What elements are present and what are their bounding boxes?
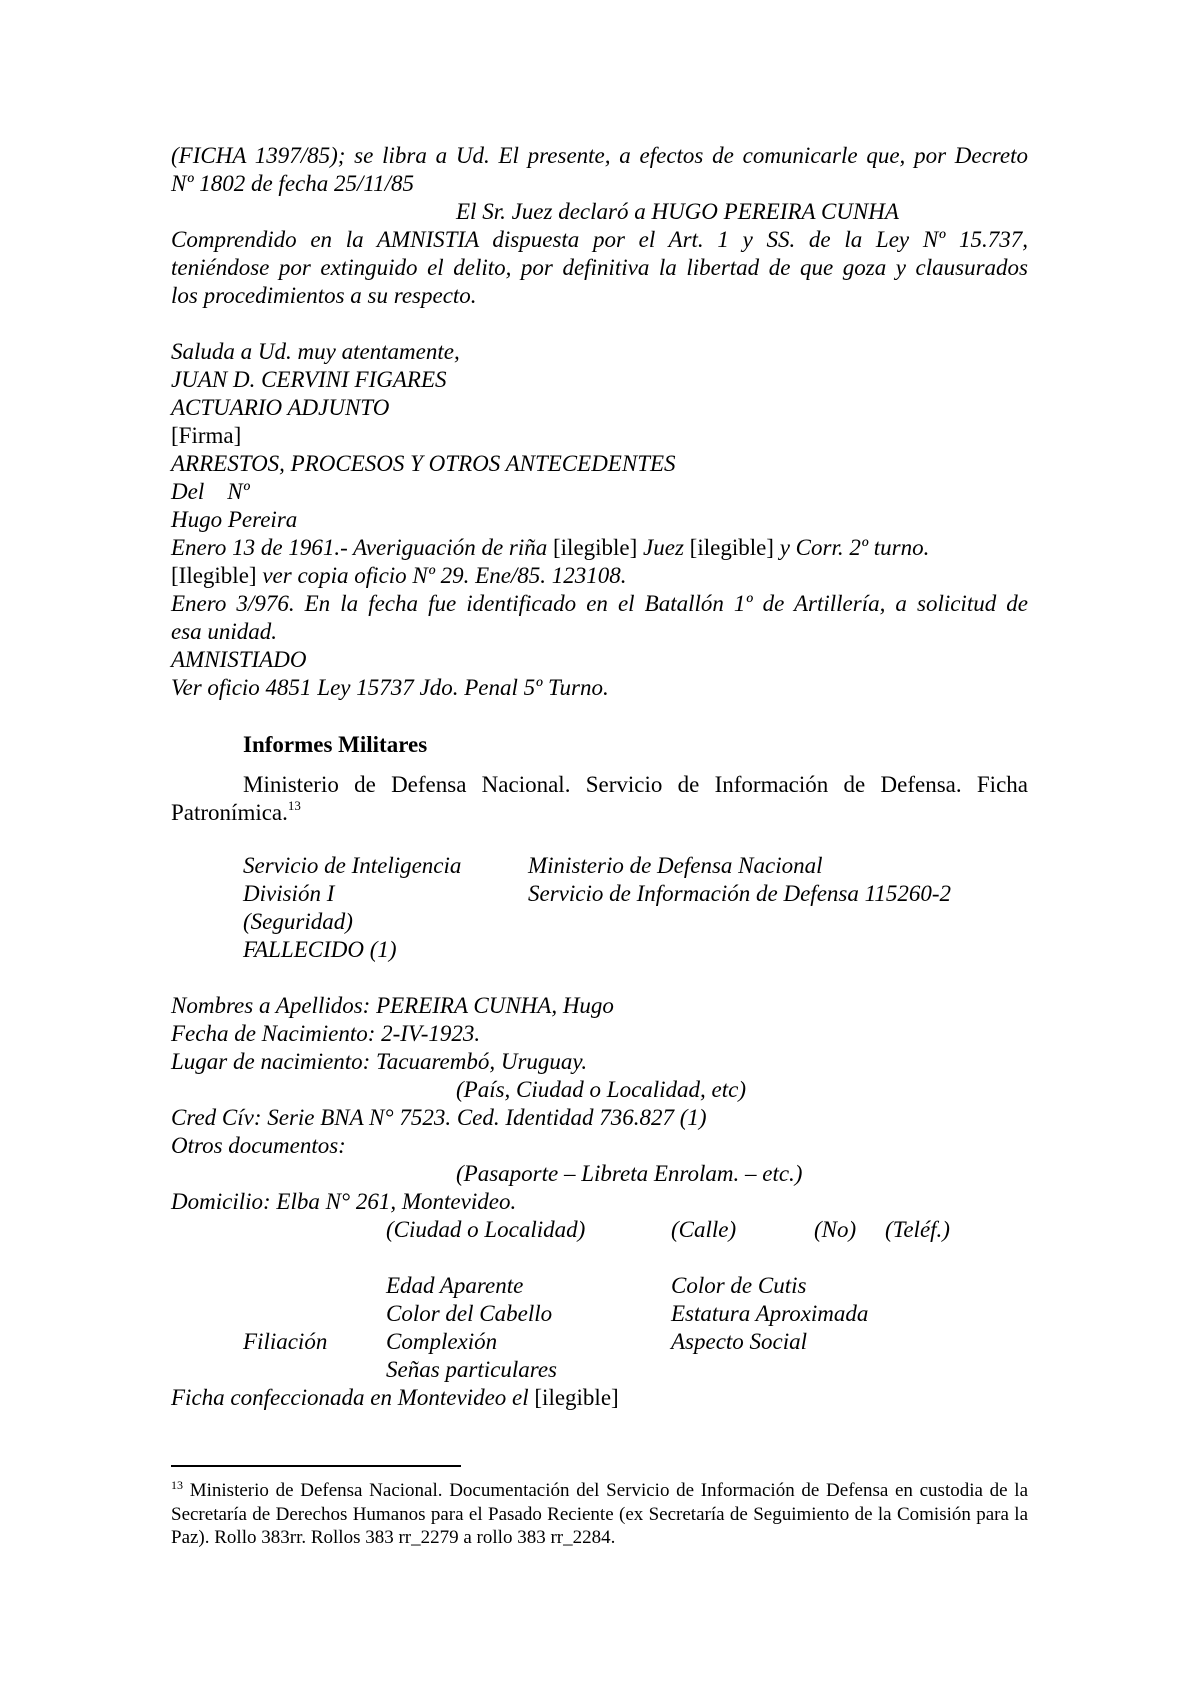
- antecedentes-title: ARRESTOS, PROCESOS Y OTROS ANTECEDENTES: [171, 451, 676, 476]
- entry-1976-line-1: Enero 3/976. En la fecha fue identificado en el Batallón 1º de Artillería, a solicitud de: [171, 591, 1028, 616]
- informes-intro-text: Patronímica.: [171, 800, 288, 825]
- entry-copia-text: ver copia oficio Nº 29. Ene/85. 123108.: [262, 563, 627, 588]
- ficha-lugar-hint: (País, Ciudad o Localidad, etc): [456, 1077, 747, 1102]
- footnote: [171, 1479, 1028, 1550]
- ficha-left-1: Servicio de Inteligencia: [243, 853, 462, 878]
- saluda-text: Saluda a Ud. muy atentamente,: [171, 339, 460, 364]
- oficio-line-4: Comprendido en la AMNISTIA dispuesta por el Art. 1 y SS. de la Ley Nº 15.737,: [171, 227, 1028, 252]
- filiacion-estatura: Estatura Aproximada: [671, 1301, 869, 1326]
- ficha-otros-documentos: Otros documentos:: [171, 1133, 346, 1158]
- entry-copia: [171, 562, 627, 590]
- entry-1961-a: Enero 13 de 1961.- Averiguación de riña: [171, 535, 548, 560]
- footnote-ref: 13: [287, 798, 301, 813]
- footnote-text: Ministerio de Defensa Nacional. Documentación del Servicio de Información de Defensa en custodia de la Secretaría de Derechos Humanos para el Pasado Reciente (ex Secretaría de Seguimiento de la Comisión para la Paz). Rollo 383rr. Rollos 383 rr_2279 a rollo 383 rr_2284.: [171, 1480, 1029, 1548]
- filiacion-aspecto: Aspecto Social: [671, 1329, 808, 1354]
- filiacion-cutis: Color de Cutis: [671, 1273, 807, 1298]
- oficio-line-1: (FICHA 1397/85); se libra a Ud. El presente, a efectos de comunicarle que, por Decreto: [171, 143, 1028, 168]
- signer-title: ACTUARIO ADJUNTO: [171, 395, 390, 420]
- ver-oficio: Ver oficio 4851 Ley 15737 Jdo. Penal 5º Turno.: [171, 675, 609, 700]
- oficio-line-6: los procedimientos a su respecto.: [171, 283, 477, 308]
- footnote-separator: [171, 1465, 461, 1467]
- entry-1961-c: Juez: [643, 535, 684, 560]
- dom-hint-ciudad: (Ciudad o Localidad): [386, 1217, 586, 1242]
- ficha-cred-civica: Cred Cív: Serie BNA N° 7523. Ced. Identidad 736.827 (1): [171, 1105, 707, 1130]
- oficio-line-2: Nº 1802 de fecha 25/11/85: [171, 171, 415, 196]
- ficha-confeccionada: [171, 1384, 619, 1412]
- antecedentes-del: Del Nº: [171, 479, 250, 504]
- entry-copia-illegible: [Ilegible]: [171, 563, 257, 588]
- entry-1961-e: y Corr. 2º turno.: [779, 535, 930, 560]
- signature-note: [Firma]: [171, 423, 242, 448]
- confeccionada-illegible: [ilegible]: [534, 1385, 619, 1410]
- entry-1961-illegible-1: [ilegible]: [553, 535, 638, 560]
- ficha-right-2: Servicio de Información de Defensa 115260-2: [528, 881, 952, 906]
- entry-1961-illegible-2: [ilegible]: [689, 535, 774, 560]
- amnistiado-label: AMNISTIADO: [171, 647, 307, 672]
- antecedentes-nombre: Hugo Pereira: [171, 507, 298, 532]
- filiacion-label: Filiación: [243, 1329, 328, 1354]
- ficha-left-2: División I: [243, 881, 335, 906]
- ficha-otros-hint: (Pasaporte – Libreta Enrolam. – etc.): [456, 1161, 803, 1186]
- dom-hint-telef: (Teléf.): [885, 1217, 950, 1242]
- ficha-lugar-nacimiento: Lugar de nacimiento: Tacuarembó, Uruguay.: [171, 1049, 588, 1074]
- filiacion-complexion: Complexión: [386, 1329, 498, 1354]
- ficha-left-3: (Seguridad): [243, 909, 353, 934]
- oficio-line-5: teniéndose por extinguido el delito, por definitiva la libertad de que goza y clausurados: [171, 255, 1028, 280]
- footnote-number: 13: [171, 1478, 183, 1492]
- dom-hint-no: (No): [814, 1217, 857, 1242]
- entry-1976-line-2: esa unidad.: [171, 619, 278, 644]
- confeccionada-text: Ficha confeccionada en Montevideo el: [171, 1385, 529, 1410]
- informes-heading: Informes Militares: [243, 732, 428, 757]
- signer-name: JUAN D. CERVINI FIGARES: [171, 367, 447, 392]
- entry-1961: [171, 534, 929, 562]
- filiacion-edad: Edad Aparente: [386, 1273, 524, 1298]
- dom-hint-calle: (Calle): [671, 1217, 737, 1242]
- informes-intro-line-1: Ministerio de Defensa Nacional. Servicio de Información de Defensa. Ficha: [243, 772, 1028, 797]
- informes-intro-line-2: [171, 799, 301, 827]
- ficha-left-4: FALLECIDO (1): [243, 937, 397, 962]
- ficha-nombres: Nombres a Apellidos: PEREIRA CUNHA, Hugo: [171, 993, 614, 1018]
- ficha-fecha-nacimiento: Fecha de Nacimiento: 2-IV-1923.: [171, 1021, 481, 1046]
- ficha-domicilio: Domicilio: Elba N° 261, Montevideo.: [171, 1189, 517, 1214]
- filiacion-cabello: Color del Cabello: [386, 1301, 553, 1326]
- ficha-right-1: Ministerio de Defensa Nacional: [528, 853, 823, 878]
- oficio-line-3: El Sr. Juez declaró a HUGO PEREIRA CUNHA: [456, 199, 899, 224]
- filiacion-senas: Señas particulares: [386, 1357, 557, 1382]
